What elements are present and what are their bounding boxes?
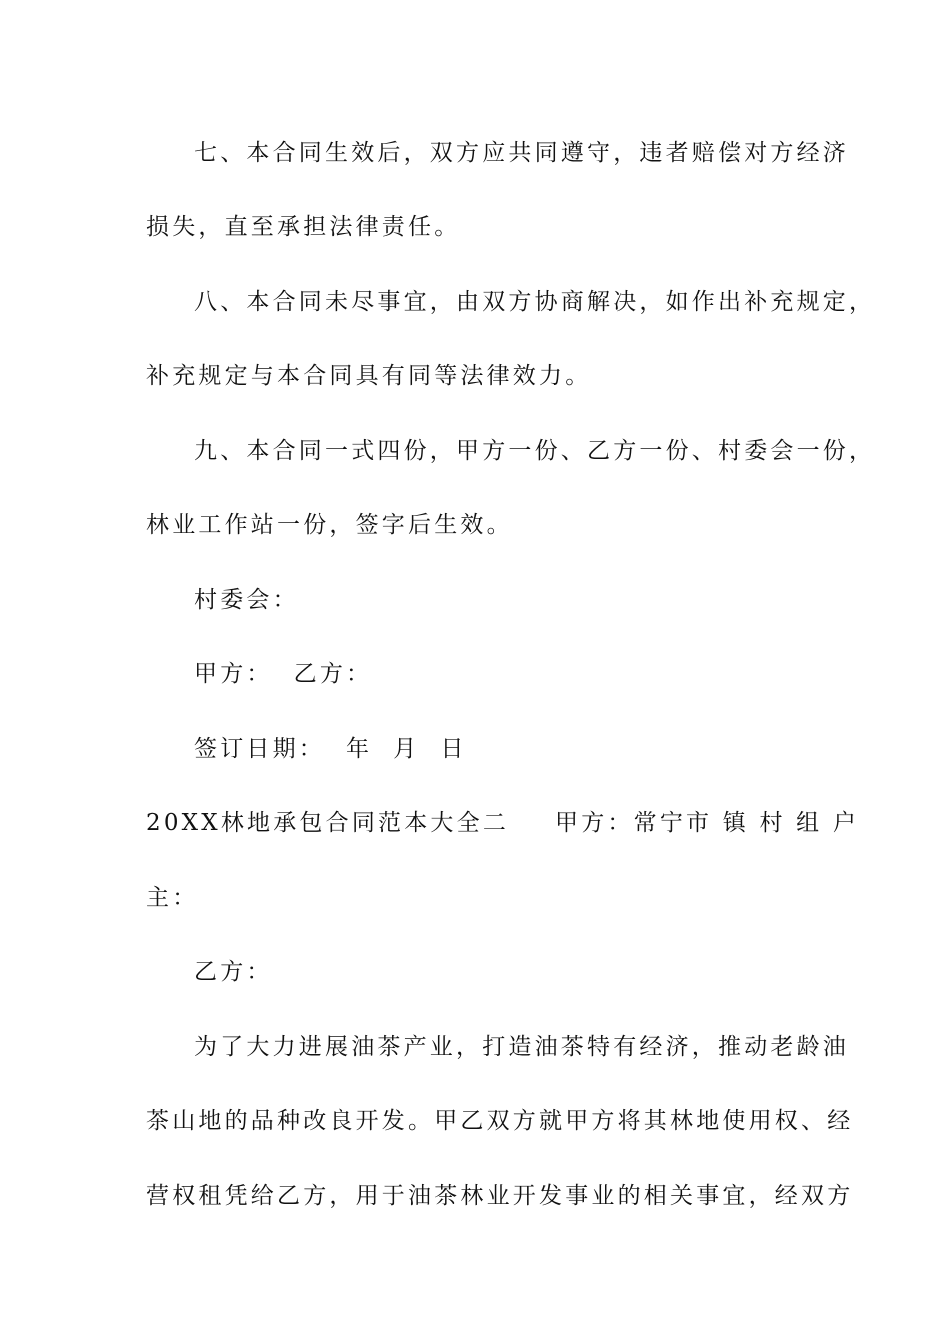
preamble-line-3: 营权租凭给乙方，用于油茶林业开发事业的相关事宜，经双方 xyxy=(146,1183,854,1209)
contract-title: 20XX林地承包合同范本大全二 xyxy=(146,810,510,836)
clause-8-line-1: 八、本合同未尽事宜，由双方协商解决，如作出补充规定， xyxy=(194,289,876,315)
contract-heading-line xyxy=(146,808,860,838)
householder-label: 主： xyxy=(146,885,199,911)
clause-8-line-2: 补充规定与本合同具有同等法律效力。 xyxy=(146,363,592,389)
party-b-label: 乙方： xyxy=(194,959,273,985)
clause-7-line-1: 七、本合同生效后，双方应共同遵守，违者赔偿对方经济 xyxy=(194,140,849,166)
clause-9-line-2: 林业工作站一份，签字后生效。 xyxy=(146,512,513,538)
preamble-line-2: 茶山地的品种改良开发。甲乙双方就甲方将其林地使用权、经 xyxy=(146,1108,854,1134)
party-a-address: 甲方：常宁市 镇 村 组 户 xyxy=(555,810,860,836)
signing-date-label: 签订日期： 年 月 日 xyxy=(194,736,467,762)
preamble-line-1: 为了大力进展油茶产业，打造油茶特有经济，推动老龄油 xyxy=(194,1034,849,1060)
clause-9-line-1: 九、本合同一式四份，甲方一份、乙方一份、村委会一份， xyxy=(194,438,876,464)
clause-7-line-2: 损失，直至承担法律责任。 xyxy=(146,214,461,240)
village-committee-label: 村委会： xyxy=(194,587,299,613)
party-signature-labels: 甲方： 乙方： xyxy=(194,661,373,687)
